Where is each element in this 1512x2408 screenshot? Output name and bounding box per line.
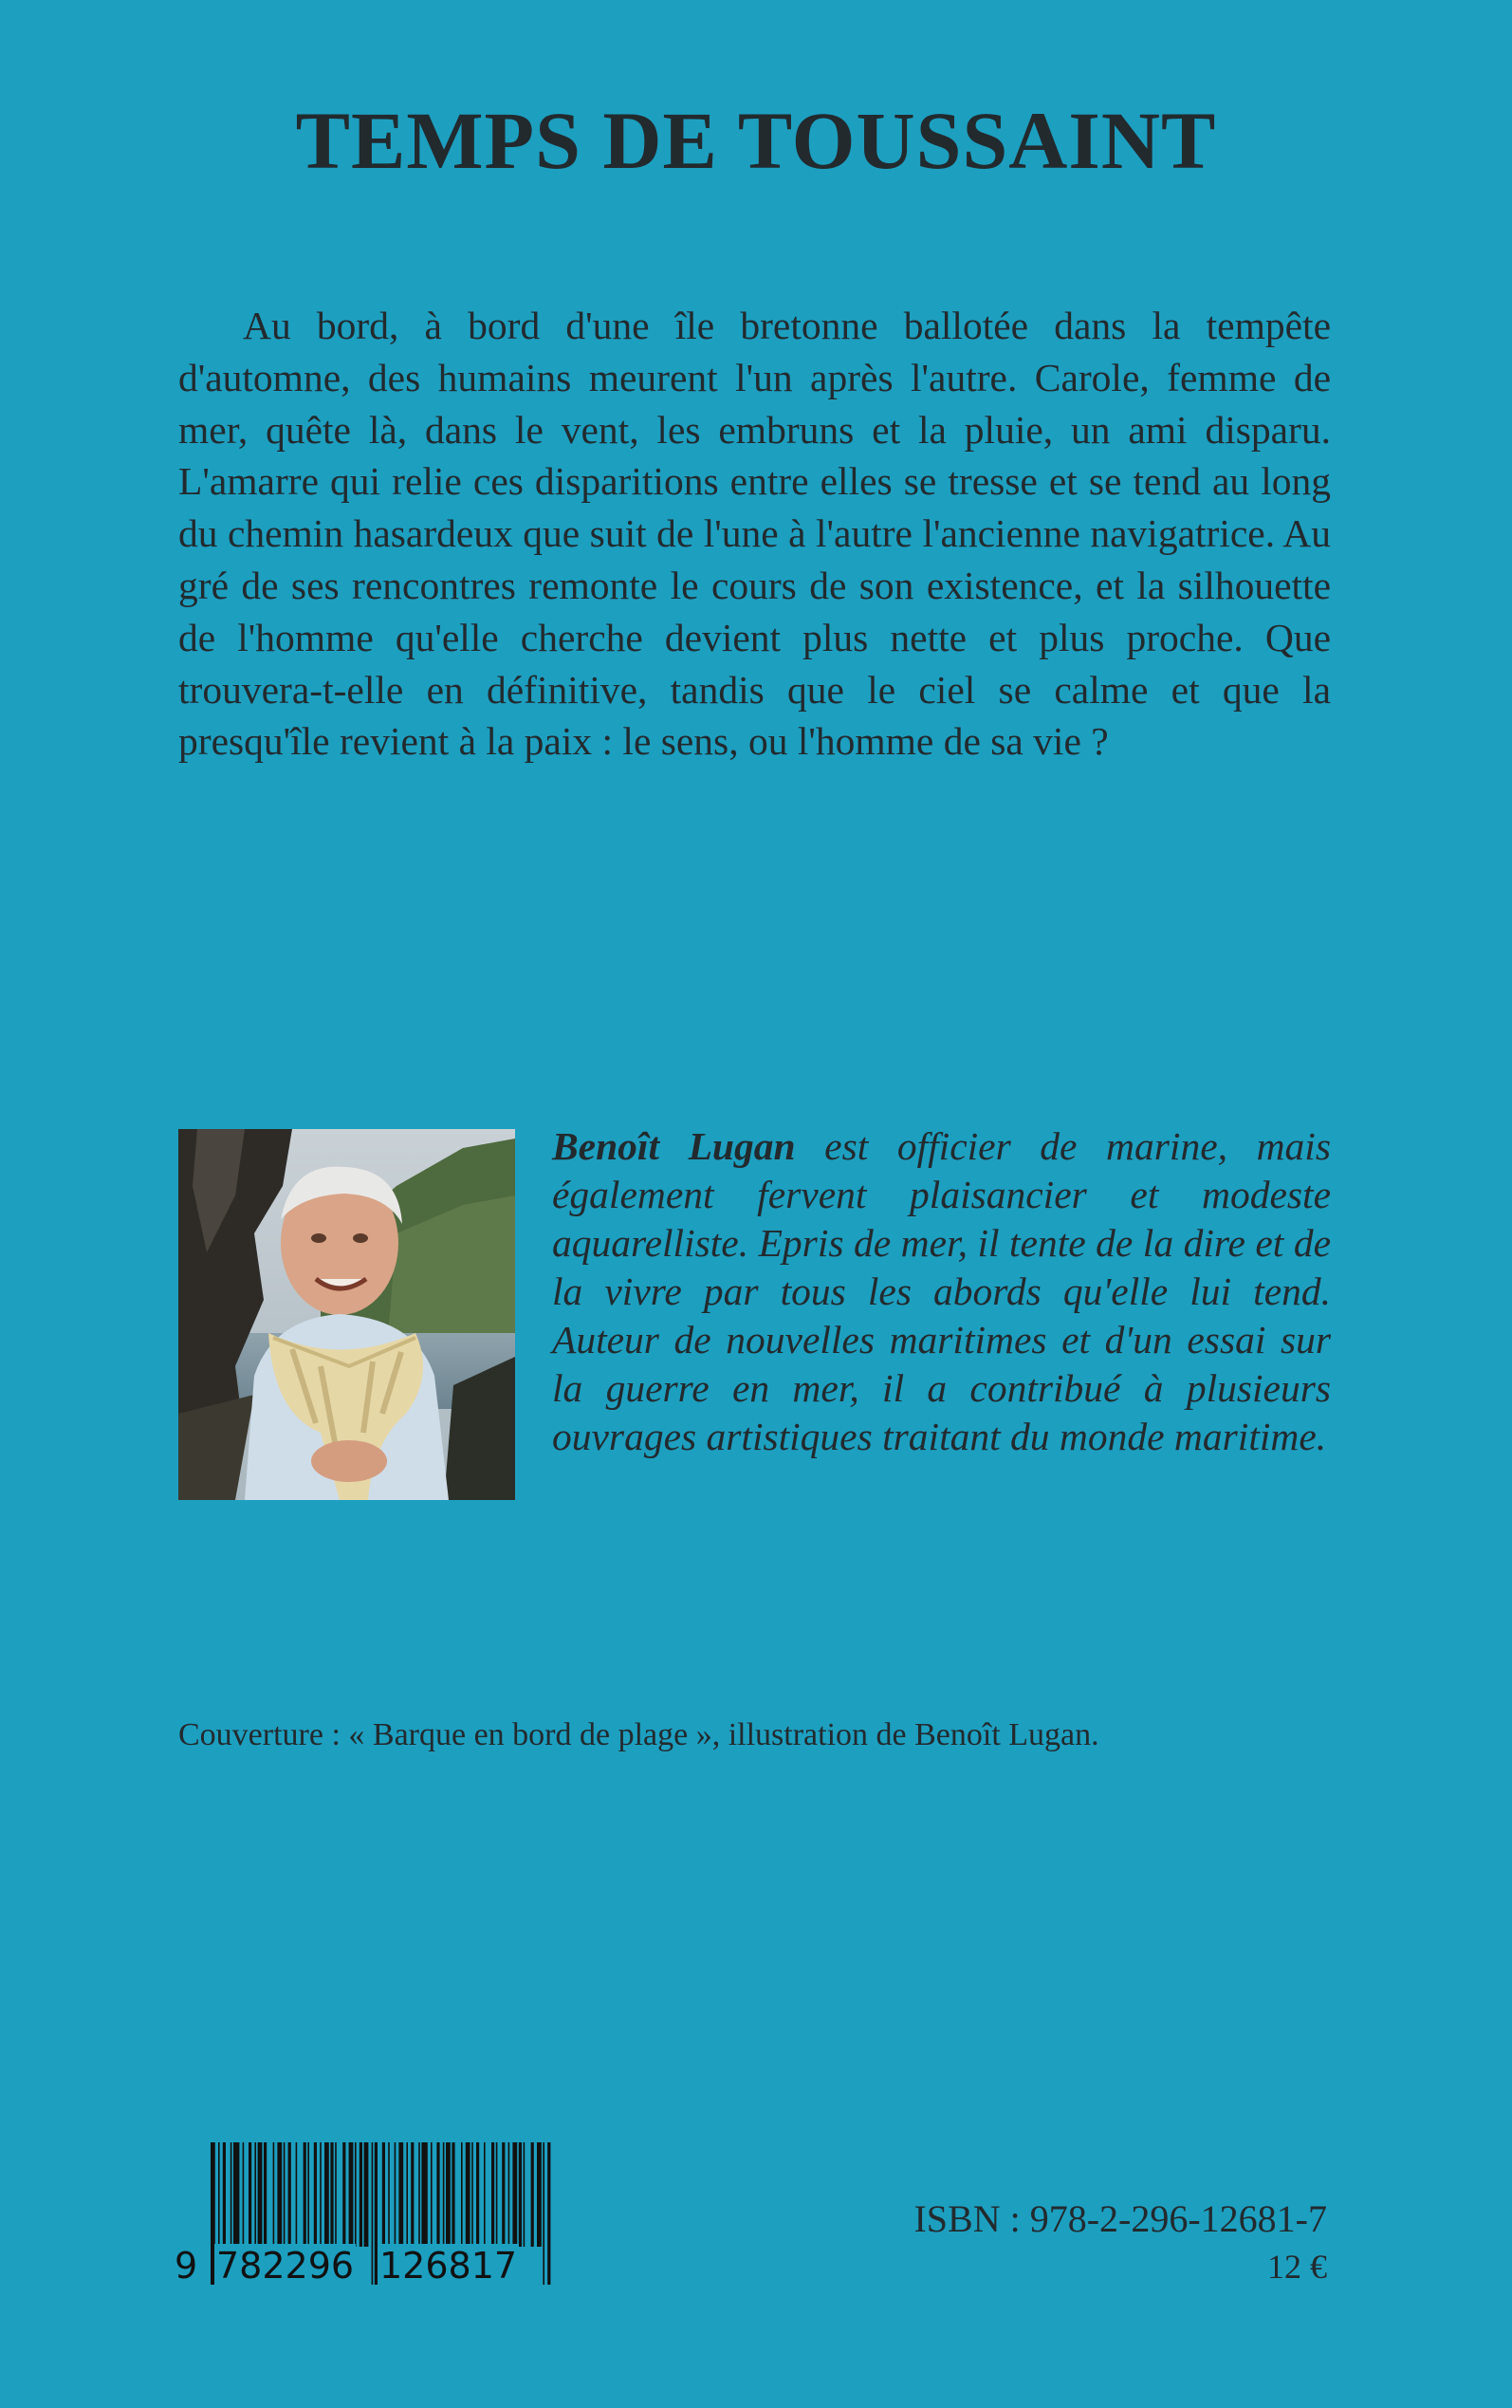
barcode-bar xyxy=(288,2142,291,2247)
back-cover-summary: Au bord, à bord d'une île bretonne ballotée dans la tempête d'automne, des humains meurent l'un après l'autre. Carole, femme de mer, quête là, dans le vent, les embruns et la pluie, un ami disparu. L'amarre qui relie ces disparitions entre elles se tresse et se tend au long du chemin hasardeux que suit de l'une à l'autre l'ancienne navigatrice. Au gré de ses rencontres remonte le cours de son existence, et la silhouette de l'homme qu'elle cherche devient plus nette et plus proche. Que trouvera-t-elle en définitive, tandis que le ciel se calme et que la presqu'île revient à la paix : le sens, ou l'homme de sa vie ? xyxy=(178,304,1331,764)
barcode-bar xyxy=(502,2142,505,2247)
barcode-bar xyxy=(519,2142,522,2247)
barcode-bar xyxy=(466,2142,470,2247)
barcode-bar xyxy=(360,2142,362,2247)
barcode-bar xyxy=(258,2142,263,2247)
barcode-bar xyxy=(446,2142,451,2247)
barcode-bar xyxy=(471,2142,473,2247)
barcode-bar xyxy=(349,2142,354,2247)
barcode-bar xyxy=(218,2142,220,2247)
barcode-bar xyxy=(335,2142,337,2247)
barcode-bar xyxy=(496,2142,498,2247)
barcode-bar xyxy=(461,2142,463,2247)
price: 12 € xyxy=(1267,2248,1327,2286)
author-photo xyxy=(178,1129,515,1500)
barcode-bar xyxy=(324,2142,329,2247)
author-name: Benoît Lugan xyxy=(552,1124,796,1168)
barcode-bar xyxy=(421,2142,427,2247)
barcode-bar xyxy=(230,2142,232,2247)
barcode-bar xyxy=(223,2142,226,2247)
barcode-bar xyxy=(452,2142,454,2247)
cover-credit: Couverture : « Barque en bord de plage », illustration de Benoît Lugan. xyxy=(178,1717,1099,1752)
barcode-bar xyxy=(382,2142,385,2247)
barcode-bar xyxy=(264,2142,267,2247)
barcode-group-1: 782296 xyxy=(216,2245,355,2287)
barcode-bar xyxy=(411,2142,414,2247)
author-biography xyxy=(552,1122,1331,1461)
barcode-bar xyxy=(355,2142,357,2247)
barcode-bar xyxy=(406,2142,408,2247)
barcode-bar xyxy=(512,2142,517,2247)
barcode-bar xyxy=(254,2142,256,2247)
barcode-digits xyxy=(176,2244,552,2288)
book-title: TEMPS DE TOUSSAINT xyxy=(295,95,1217,186)
barcode-bar xyxy=(307,2142,309,2247)
barcode-bar xyxy=(284,2142,286,2247)
barcode-bar xyxy=(243,2142,245,2247)
barcode-bar xyxy=(395,2142,396,2247)
barcode-bar xyxy=(273,2142,275,2247)
barcode-lead-digit: 9 xyxy=(175,2245,198,2287)
isbn: ISBN : 978-2-296-12681-7 xyxy=(913,2197,1327,2240)
barcode-bar xyxy=(537,2142,542,2247)
barcode-bar xyxy=(342,2142,345,2247)
barcode-bar xyxy=(388,2142,390,2247)
barcode-bar xyxy=(233,2142,239,2247)
barcode-bar xyxy=(491,2142,494,2247)
barcode-bar xyxy=(436,2142,439,2247)
barcode-bar xyxy=(320,2142,322,2247)
barcode-bar xyxy=(484,2142,486,2247)
barcode-bar xyxy=(398,2142,403,2247)
barcode-bar xyxy=(314,2142,317,2247)
barcode-bar xyxy=(476,2142,479,2247)
barcode-bar xyxy=(531,2142,534,2247)
author-bio-text: est officier de marine, mais également fervent plaisancier et modeste aquarelliste. Epris de mer, il tente de la dire et de la vivre par tous les abords qu'elle lui tend. Auteur de nouvelles maritimes et d'un essai sur la guerre en mer, il a contribué à plusieurs ouvrages artistiques traitant du monde maritime. xyxy=(552,1124,1331,1458)
barcode-bar xyxy=(304,2142,306,2247)
barcode-bar xyxy=(524,2142,526,2247)
barcode-bar xyxy=(330,2142,333,2247)
barcode-bar xyxy=(508,2142,510,2247)
barcode-bar xyxy=(277,2142,282,2247)
barcode-bar xyxy=(296,2142,298,2247)
barcode-bar xyxy=(443,2142,445,2247)
barcode-group-2: 126817 xyxy=(379,2245,518,2287)
barcode-bar xyxy=(364,2142,369,2247)
barcode-bar xyxy=(249,2142,251,2247)
barcode-bar xyxy=(431,2142,433,2247)
barcode-bar xyxy=(418,2142,420,2247)
